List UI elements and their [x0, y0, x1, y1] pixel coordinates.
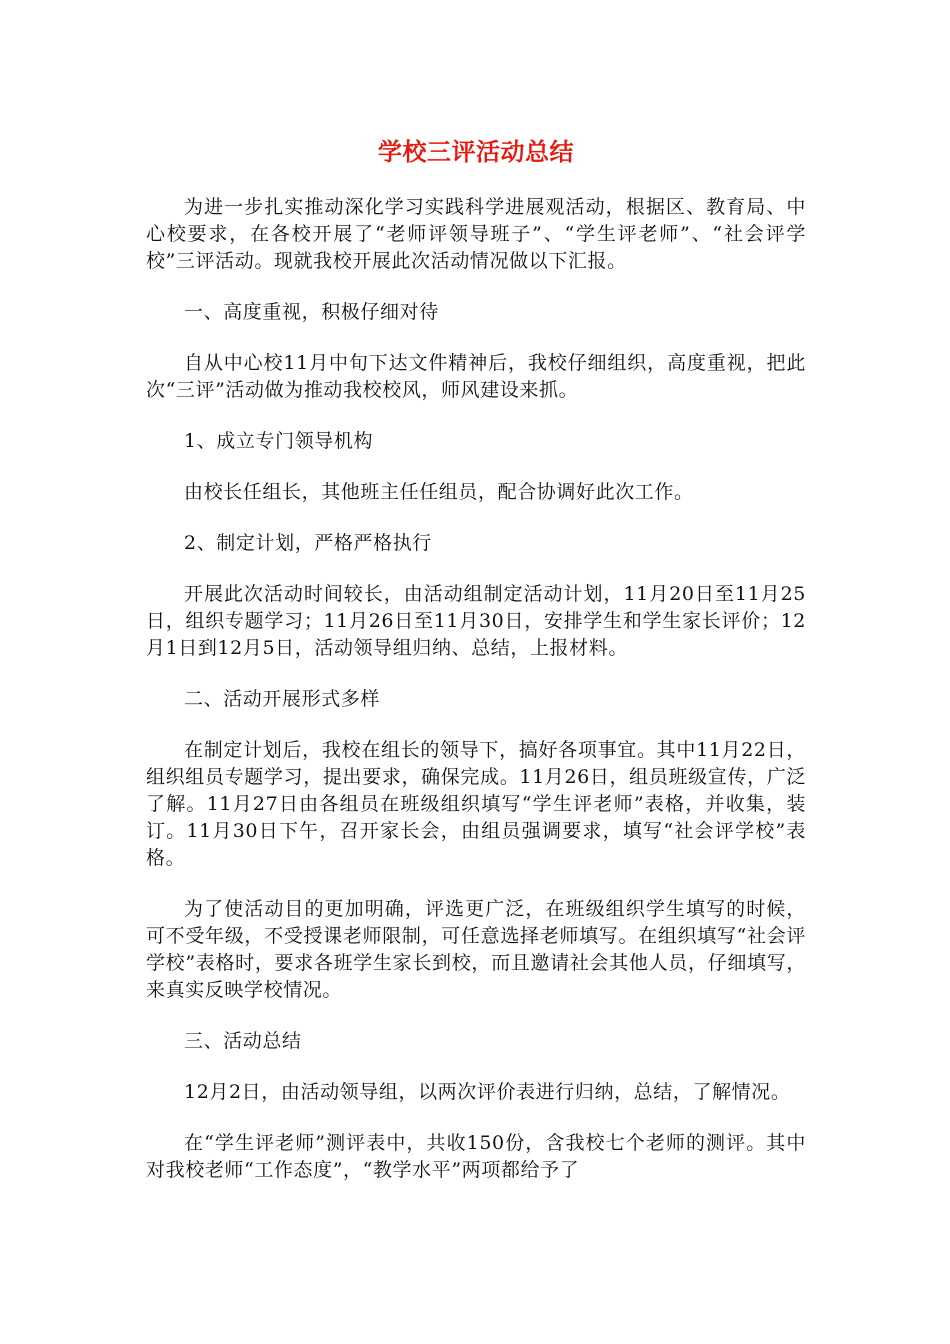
document-page — [146, 132, 806, 1322]
paragraph-section-2-b: 为了使活动目的更加明确，评选更广泛，在班级组织学生填写的时候，可不受年级，不受授课老师限制，可任意选择老师填写。在组织填写“社会评学校”表格时，要求各班学生家长到校，而且邀请社会其他人员，仔细填写，来真实反映学校情况。 — [146, 898, 806, 1001]
paragraph-subsection-1-1: 由校长任组长，其他班主任任组员，配合协调好此次工作。 — [184, 481, 694, 503]
subheading-1-2: 2、制定计划，严格严格执行 — [184, 532, 432, 554]
paragraph-intro: 为进一步扎实推动深化学习实践科学进展观活动，根据区、教育局、中心校要求，在各校开展了“老师评领导班子”、“学生评老师”、“社会评学校”三评活动。现就我校开展此次活动情况做以下汇报。 — [146, 196, 806, 272]
paragraph-subsection-1-2: 开展此次活动时间较长，由活动组制定活动计划，11月20日至11月25日，组织专题学习；11月26日至11月30日，安排学生和学生家长评价；12月1日到12月5日，活动领导组归纳、总结，上报材料。 — [146, 583, 806, 659]
subheading-1-1: 1、成立专门领导机构 — [184, 430, 374, 452]
document-title: 学校三评活动总结 — [378, 138, 574, 166]
paragraph-section-3-a: 12月2日，由活动领导组，以两次评价表进行归纳，总结，了解情况。 — [184, 1081, 791, 1103]
section-heading-1: 一、高度重视，积极仔细对待 — [184, 301, 439, 323]
paragraph-section-2-a: 在制定计划后，我校在组长的领导下，搞好各项事宜。其中11月22日，组织组员专题学习，提出要求，确保完成。11月26日，组员班级宣传，广泛了解。11月27日由各组员在班级组织填写“学生评老师”表格，并收集，装订。11月30日下午，召开家长会，由组员强调要求，填写“社会评学校”表格。 — [146, 739, 806, 869]
paragraph-section-1: 自从中心校11月中旬下达文件精神后，我校仔细组织，高度重视，把此次“三评”活动做为推动我校校风，师风建设来抓。 — [146, 352, 806, 401]
paragraph-section-3-b: 在“学生评老师”测评表中，共收150份，含我校七个老师的测评。其中对我校老师“工作态度”，“教学水平”两项都给予了 — [146, 1132, 806, 1181]
section-heading-3: 三、活动总结 — [184, 1030, 302, 1052]
section-heading-2: 二、活动开展形式多样 — [184, 688, 381, 710]
